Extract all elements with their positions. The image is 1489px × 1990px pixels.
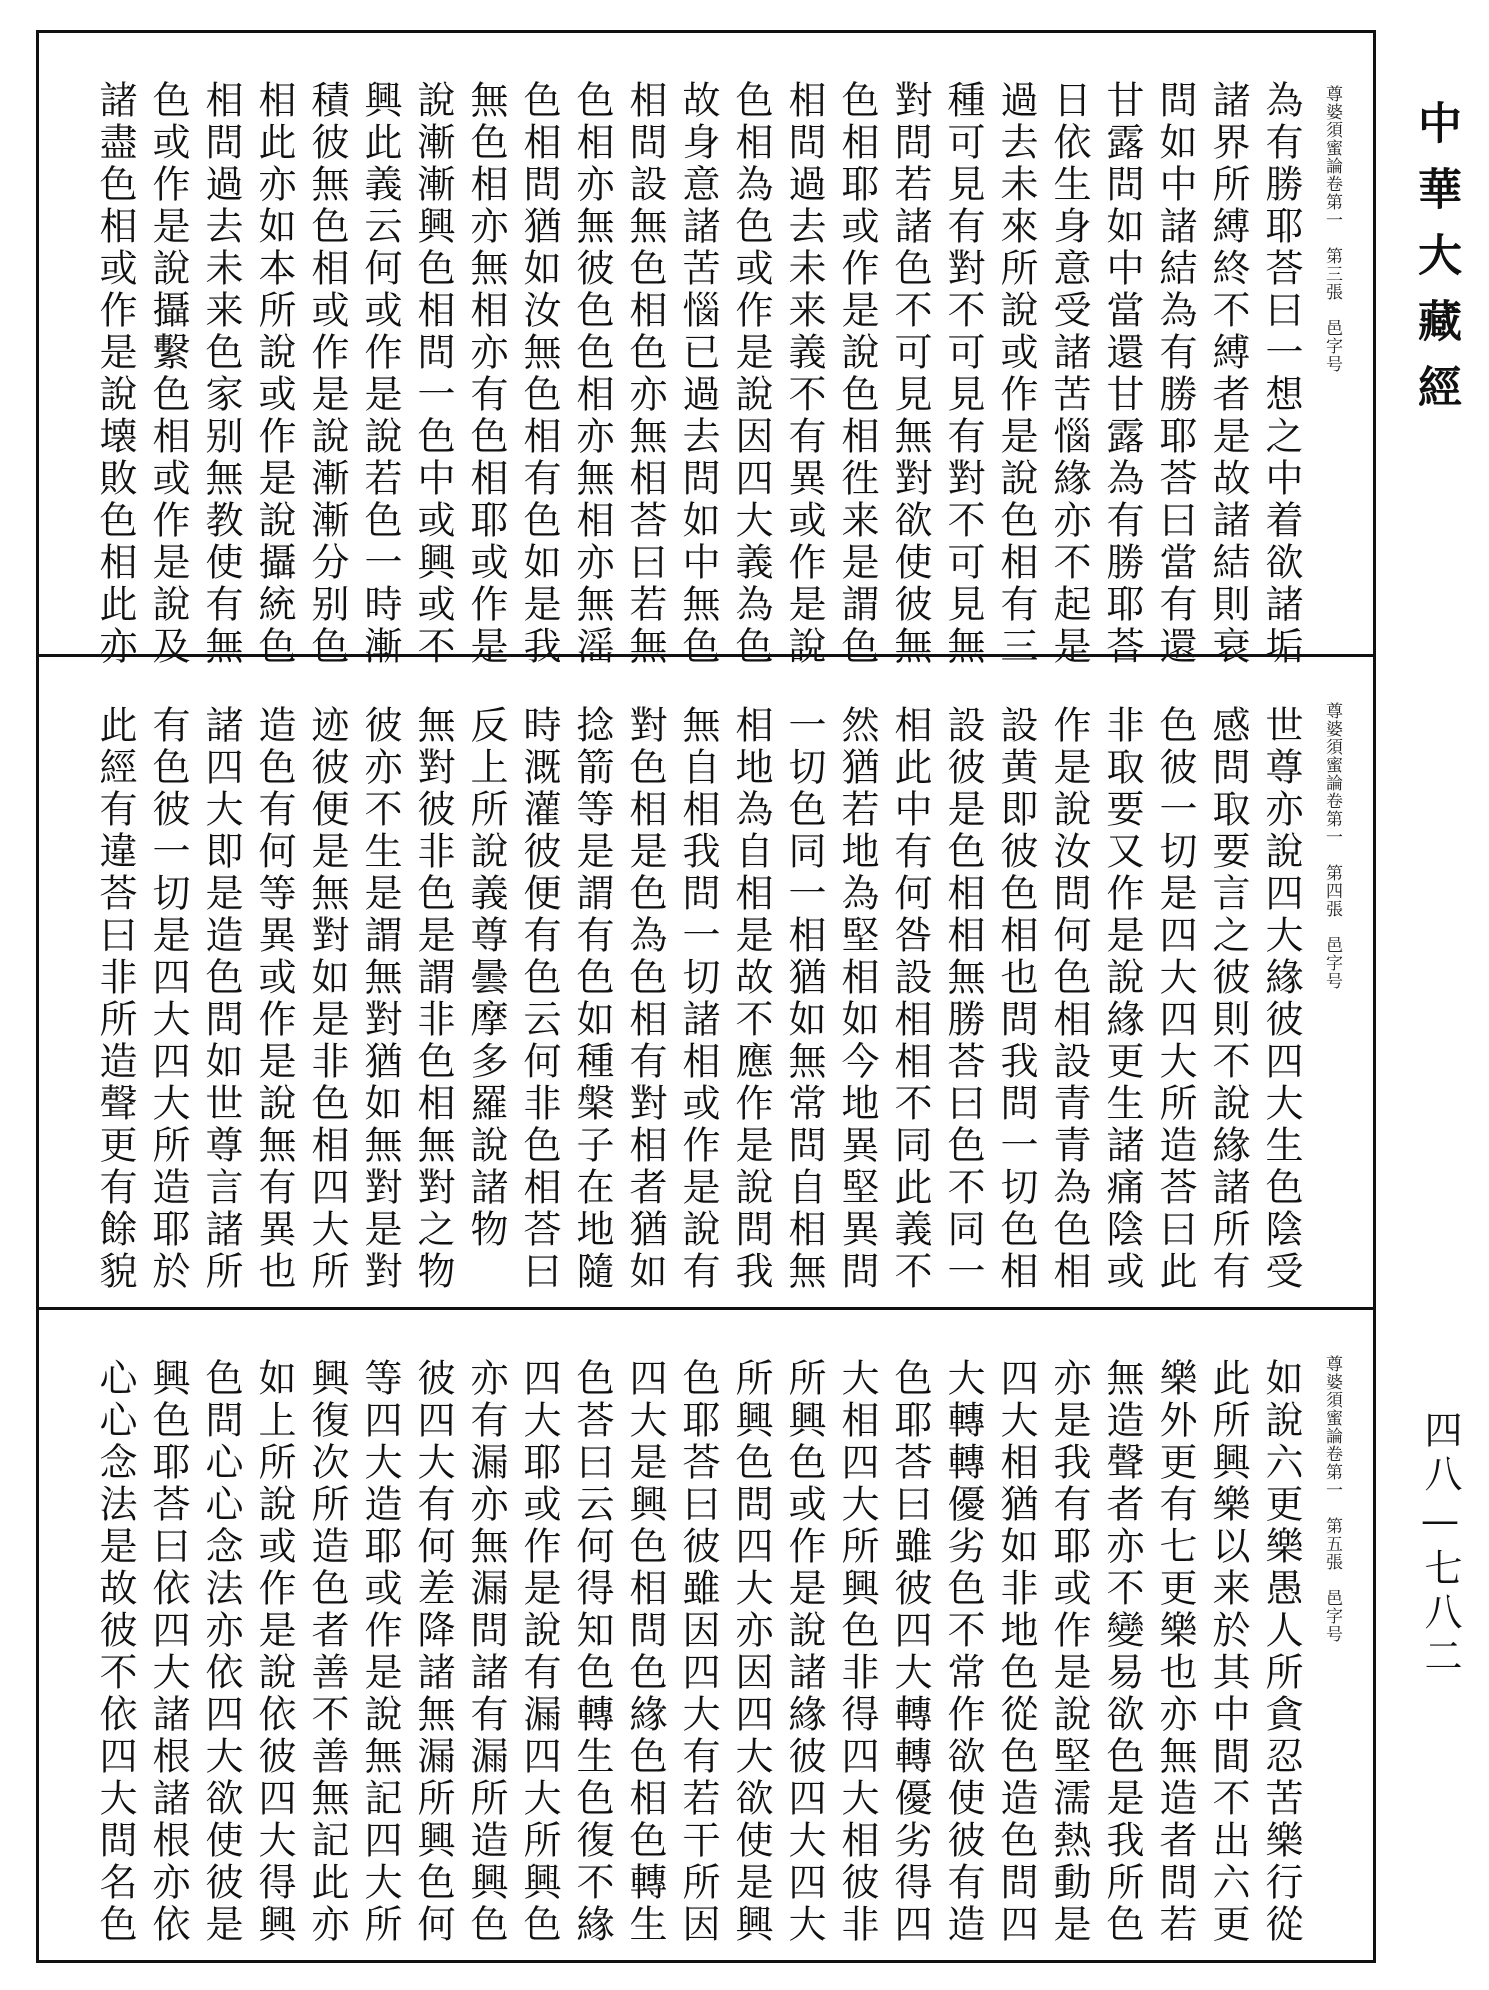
text-column: 相此中有何咎設相相不同此義不 [888, 705, 932, 1293]
text-column: 有色彼一切是四大四大所造耶於 [146, 705, 190, 1293]
text-column: 無對彼非色是謂非色相無對之物 [411, 705, 455, 1293]
text-column: 亦是我有耶或作是說堅濡熱動是 [1047, 1358, 1091, 1946]
panel-2-margin-label: 尊婆須蜜論卷第一 第四張 邑字号 [1322, 702, 1342, 990]
text-column: 相問設無色相色亦無相荅曰若無 [623, 80, 667, 668]
text-column: 造色有何等異或作是說無有異也 [252, 705, 296, 1293]
text-column: 無自相我問一切諸相或作是說有 [676, 705, 720, 1293]
text-column: 色荅曰云何得知色轉生色復不緣 [570, 1358, 614, 1946]
text-column: 興復次所造色者善不善無記此亦 [305, 1358, 349, 1946]
text-column: 色相耶或作是說色相徃来是謂色 [835, 80, 879, 668]
text-column: 色相問猶如汝無色相有色如是我 [517, 80, 561, 668]
text-column: 種可見有對不可見有對不可見無 [941, 80, 985, 668]
text-column: 所興色問四大亦因四大欲使是興 [729, 1358, 773, 1946]
text-column: 問如中諸結為有勝耶荅曰當有還 [1153, 80, 1197, 668]
text-column: 此經有違荅曰非所造聲更有餘貌 [93, 705, 137, 1293]
text-column: 過去未來所說或作是說色相有三 [994, 80, 1038, 668]
text-panel-1 [36, 30, 1376, 668]
text-column: 積彼無色相或作是說漸漸分别色 [305, 80, 349, 668]
text-column: 然猶若地為堅相如今地異堅異問 [835, 705, 879, 1293]
text-column: 相地為自相是故不應作是說問我 [729, 705, 773, 1293]
text-column: 相問過去未来色家别無教使有無 [199, 80, 243, 668]
text-column: 迹彼便是無對如是非色相四大所 [305, 705, 349, 1293]
text-column: 為有勝耶荅曰一想之中着欲諸垢 [1259, 80, 1303, 668]
text-column: 如上所說或作是說依彼四大得興 [252, 1358, 296, 1946]
text-column: 興色耶荅曰依四大諸根諸根亦依 [146, 1358, 190, 1946]
sutra-collection-title: 中華大藏經 [1410, 100, 1461, 430]
panel-2-columns [36, 657, 1376, 1307]
text-column: 相此亦如本所說或作是說攝統色 [252, 80, 296, 668]
text-column: 樂外更有七更樂也亦無造者問若 [1153, 1358, 1197, 1946]
text-column: 設黄即彼色相也問我問一切色相 [994, 705, 1038, 1293]
text-column: 說漸漸興色相問一色中或興或不 [411, 80, 455, 668]
text-column: 色耶荅曰彼雖因四大有若干所因 [676, 1358, 720, 1946]
text-column: 此所興樂以来於其中間不出六更 [1206, 1358, 1250, 1946]
panel-1-margin-label: 尊婆須蜜論卷第一 第三張 邑字号 [1322, 85, 1342, 373]
text-column: 設彼是色相相無勝荅曰色不同一 [941, 705, 985, 1293]
text-column: 無色相亦無相亦有色相耶或作是 [464, 80, 508, 668]
text-column: 反上所說義尊曇摩多羅說諸物 [464, 705, 508, 1251]
text-column: 興此義云何或作是說若色一時漸 [358, 80, 402, 668]
text-column: 四大是興色相問色緣色相色轉生 [623, 1358, 667, 1946]
text-column: 等四大造耶或作是說無記四大所 [358, 1358, 402, 1946]
text-column: 諸四大即是造色問如世尊言諸所 [199, 705, 243, 1293]
text-column: 世尊亦說四大緣彼四大生色陰受 [1259, 705, 1303, 1293]
text-column: 色耶荅曰雖彼四大轉轉優劣得四 [888, 1358, 932, 1946]
text-column: 色彼一切是四大四大所造荅曰此 [1153, 705, 1197, 1293]
text-column: 大轉轉優劣色不常作欲使彼有造 [941, 1358, 985, 1946]
text-panel-2 [36, 657, 1376, 1310]
panel-3-columns [36, 1310, 1376, 1963]
text-column: 作是說汝問何色相設青青為色相 [1047, 705, 1091, 1293]
text-column: 四大耶或作是說有漏四大所興色 [517, 1358, 561, 1946]
text-column: 亦有漏亦無漏問諸有漏所造興色 [464, 1358, 508, 1946]
text-column: 相問過去未来義不有異或作是說 [782, 80, 826, 668]
text-column: 時溉灌彼便有色云何非色相荅曰 [517, 705, 561, 1293]
text-panel-3 [36, 1310, 1376, 1963]
text-column: 所興色或作是說諸緣彼四大四大 [782, 1358, 826, 1946]
text-column: 諸盡色相或作是說壊敗色相此亦 [93, 80, 137, 668]
page-number: 四八—七八二 [1418, 1410, 1462, 1680]
text-column: 非取要又作是說緣更生諸痛陰或 [1100, 705, 1144, 1293]
text-column: 色相為色或作是說因四大義為色 [729, 80, 773, 668]
text-column: 大相四大所興色非得四大相彼非 [835, 1358, 879, 1946]
panel-3-margin-label: 尊婆須蜜論卷第一 第五張 邑字号 [1322, 1355, 1342, 1643]
text-column: 色問心心念法亦依四大欲使彼是 [199, 1358, 243, 1946]
text-column: 如說六更樂愚人所貪忍苦樂行從 [1259, 1358, 1303, 1946]
text-column: 日依生身意受諸苦惱緣亦不起是 [1047, 80, 1091, 668]
text-column: 彼亦不生是謂無對猶如無對是對 [358, 705, 402, 1293]
text-column: 心心念法是故彼不依四大問名色 [93, 1358, 137, 1946]
text-column: 對色相是色為色相有對相者猶如 [623, 705, 667, 1293]
text-column: 甘露問如中當還甘露為有勝耶荅 [1100, 80, 1144, 668]
panel-1-columns [36, 30, 1376, 668]
text-column: 一切色同一相猶如無常問自相無 [782, 705, 826, 1293]
text-column: 諸界所縛終不縛者是故諸結則衰 [1206, 80, 1250, 668]
text-column: 感問取要言之彼則不說緣諸所有 [1206, 705, 1250, 1293]
text-column: 無造聲者亦不變易欲色是我所色 [1100, 1358, 1144, 1946]
text-column: 彼四大有何差降諸無漏所興色何 [411, 1358, 455, 1946]
text-column: 色相亦無彼色色相亦無相亦無滛 [570, 80, 614, 668]
text-column: 四大相猶如非地色從色造色問四 [994, 1358, 1038, 1946]
text-column: 對問若諸色不可見無對欲使彼無 [888, 80, 932, 668]
text-column: 色或作是說攝繫色相或作是說及 [146, 80, 190, 668]
text-column: 捻箭等是謂有色如種槃子在地隨 [570, 705, 614, 1293]
text-column: 故身意諸苦惱已過去問如中無色 [676, 80, 720, 668]
